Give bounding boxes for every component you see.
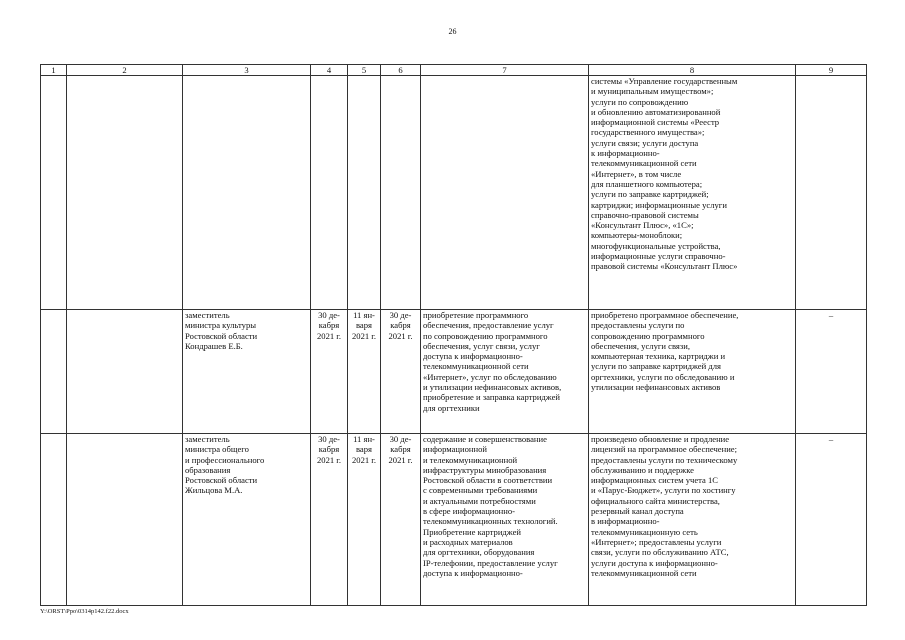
text-line: Жильцова М.А. (185, 485, 243, 496)
text-line: в информационно- (591, 516, 660, 527)
report-table (40, 64, 867, 606)
page-number: 26 (448, 27, 457, 36)
header-cell: 3 (183, 65, 311, 76)
text-line: 11 ян- (353, 310, 375, 320)
text-line: содержание и совершенствование (423, 434, 547, 444)
header-cell: 7 (421, 65, 589, 76)
text-line: информационных систем учета 1С (591, 475, 719, 486)
text-line: образования (185, 464, 231, 475)
text-line: сопровождению программного (591, 330, 705, 341)
text-line: телекоммуникационной сети (591, 567, 697, 578)
note-cell: – (796, 310, 867, 434)
responsible-cell (183, 310, 311, 434)
cell (421, 76, 589, 310)
text-line: и телекоммуникационной (423, 454, 518, 465)
file-path: Y:\ORST\Ppo\0314p142.f22.docx (40, 608, 129, 615)
text-line: компьютеры-моноблоки; (591, 230, 683, 241)
header-cell: 8 (589, 65, 796, 76)
result-cell (589, 76, 796, 310)
cell (796, 76, 867, 310)
text-line: картриджи; информационные услуги (591, 199, 727, 210)
header-cell: 4 (311, 65, 348, 76)
text-line: Приобретение картриджей (423, 526, 522, 537)
text-line: информационные услуги справочно- (591, 251, 726, 262)
header-cell: 5 (348, 65, 381, 76)
text-line: и муниципальным имуществом»; (591, 86, 714, 97)
text-line: кабря (318, 444, 340, 455)
header-cell: 9 (796, 65, 867, 76)
text-line: инфраструктуры минобразования (423, 464, 547, 475)
text-line: и профессионального (185, 454, 265, 465)
responsible-cell (183, 434, 311, 606)
cell (41, 434, 67, 606)
text-line: услуги доступа к информационно- (591, 557, 718, 568)
text-line: 2021 г. (351, 454, 377, 465)
text-line: «Консультант Плюс», «1С»; (591, 220, 694, 231)
table-row (41, 310, 867, 434)
text-line: справочно-правовой системы (591, 209, 699, 220)
text-line: заместитель (185, 310, 230, 320)
text-line: телекоммуникационную сеть (591, 526, 698, 537)
date-cell (311, 434, 348, 606)
date-cell (381, 310, 421, 434)
text-line: министра общего (185, 444, 249, 455)
header-cell: 6 (381, 65, 421, 76)
text-line: IP-телефонии, предоставление услуг (423, 557, 558, 568)
text-line: приобретено программное обеспечение, (591, 310, 739, 320)
text-line: 2021 г. (388, 330, 413, 341)
text-line: оргтехники, услуги по обследованию и (591, 371, 735, 382)
text-line: по сопровождению программного (423, 330, 548, 341)
text-line: информационной (423, 444, 488, 455)
text-line: министра культуры (185, 320, 257, 331)
text-line: кабря (390, 444, 411, 455)
text-line: 30 де- (389, 434, 412, 444)
text-line: произведено обновление и продление (591, 434, 730, 444)
date-cell (311, 310, 348, 434)
text-line: обеспечения, услуги связи, (591, 340, 691, 351)
text-line: 2021 г. (316, 330, 342, 341)
text-line: кабря (318, 320, 340, 331)
date-cell (348, 310, 381, 434)
text-line: доступа к информационно- (423, 351, 523, 362)
text-line: телекоммуникационной сети (591, 158, 697, 169)
text-line: 30 де- (318, 310, 340, 320)
table-row (41, 434, 867, 606)
text-line: обслуживанию и поддержке (591, 464, 694, 475)
text-line: услуги связи; услуги доступа (591, 137, 699, 148)
text-line: и обновлению автоматизированной (591, 106, 721, 117)
text-line: предоставлены услуги по техническому (591, 454, 738, 465)
date-cell (381, 434, 421, 606)
note-cell: – (796, 434, 867, 606)
text-line: кабря (390, 320, 411, 331)
result-cell (589, 434, 796, 606)
text-line: правовой системы «Консультант Плюс» (591, 261, 738, 272)
header-row (41, 65, 867, 76)
header-cell: 1 (41, 65, 67, 76)
table-row (41, 76, 867, 310)
text-line: «Интернет»; предоставлены услуги (591, 536, 722, 547)
text-line: 2021 г. (388, 454, 413, 465)
cell (67, 310, 183, 434)
text-line: 11 ян- (353, 434, 375, 444)
cell (67, 434, 183, 606)
text-line: 30 де- (389, 310, 412, 320)
cell (183, 76, 311, 310)
text-line: многофункциональные устройства, (591, 240, 721, 251)
cell (348, 76, 381, 310)
text-line: лицензий на программное обеспечение; (591, 444, 738, 455)
text-line: резервный канал доступа (591, 506, 684, 517)
text-line: услуги по заправке картриджей для (591, 361, 721, 372)
text-line: информационной системы «Реестр (591, 117, 720, 128)
text-line: в сфере информационно- (423, 506, 516, 517)
date-cell (348, 434, 381, 606)
text-line: варя (355, 444, 372, 455)
measure-cell (421, 434, 589, 606)
cell (41, 310, 67, 434)
text-line: системы «Управление государственным (591, 76, 738, 86)
text-line: заместитель (185, 434, 230, 444)
text-line: «Интернет», в том числе (591, 168, 682, 179)
cell (381, 76, 421, 310)
cell (67, 76, 183, 310)
text-line: 30 де- (318, 434, 340, 444)
measure-cell (421, 310, 589, 434)
text-line: компьютерная техника, картриджи и (591, 351, 726, 362)
text-line: для оргтехники (423, 402, 480, 413)
text-line: «Интернет», услуг по обследованию (423, 371, 557, 382)
text-line: к информационно- (591, 148, 660, 159)
text-line: официального сайта министерства, (591, 495, 720, 506)
text-line: предоставлены услуги по (591, 320, 685, 331)
text-line: варя (355, 320, 372, 331)
text-line: услуги по сопровождению (591, 96, 689, 107)
text-line: приобретение и заправка картриджей (423, 392, 561, 403)
cell (41, 76, 67, 310)
text-line: Ростовской области (185, 330, 258, 341)
text-line: для оргтехники, оборудования (423, 547, 535, 558)
text-line: обеспечения, предоставление услуг (423, 320, 554, 331)
text-line: телекоммуникационных технологий. (423, 516, 558, 527)
text-line: услуги по заправке картриджей; (591, 189, 709, 200)
cell (311, 76, 348, 310)
text-line: Ростовской области (185, 475, 258, 486)
text-line: связи, услуги по обслуживанию АТС, (591, 547, 729, 558)
header-cell: 2 (67, 65, 183, 76)
text-line: с современными требованиями (423, 485, 538, 496)
text-line: Ростовской области в соответствии (423, 475, 553, 486)
text-line: 2021 г. (316, 454, 342, 465)
text-line: 2021 г. (351, 330, 377, 341)
text-line: для планшетного компьютера; (591, 178, 703, 189)
text-line: приобретение программного (423, 310, 529, 320)
text-line: Кондрашев Е.Б. (185, 340, 243, 351)
text-line: и утилизации нефинансовых активов, (423, 382, 562, 393)
text-line: и «Парус-Бюджет», услуги по хостингу (591, 485, 736, 496)
text-line: и актуальными потребностями (423, 495, 536, 506)
text-line: доступа к информационно- (423, 567, 523, 578)
text-line: государственного имущества»; (591, 127, 705, 138)
result-cell (589, 310, 796, 434)
text-line: телекоммуникационной сети (423, 361, 529, 372)
text-line: и расходных материалов (423, 536, 513, 547)
text-line: утилизации нефинансовых активов (591, 382, 721, 393)
text-line: обеспечения, услуг связи, услуг (423, 340, 540, 351)
